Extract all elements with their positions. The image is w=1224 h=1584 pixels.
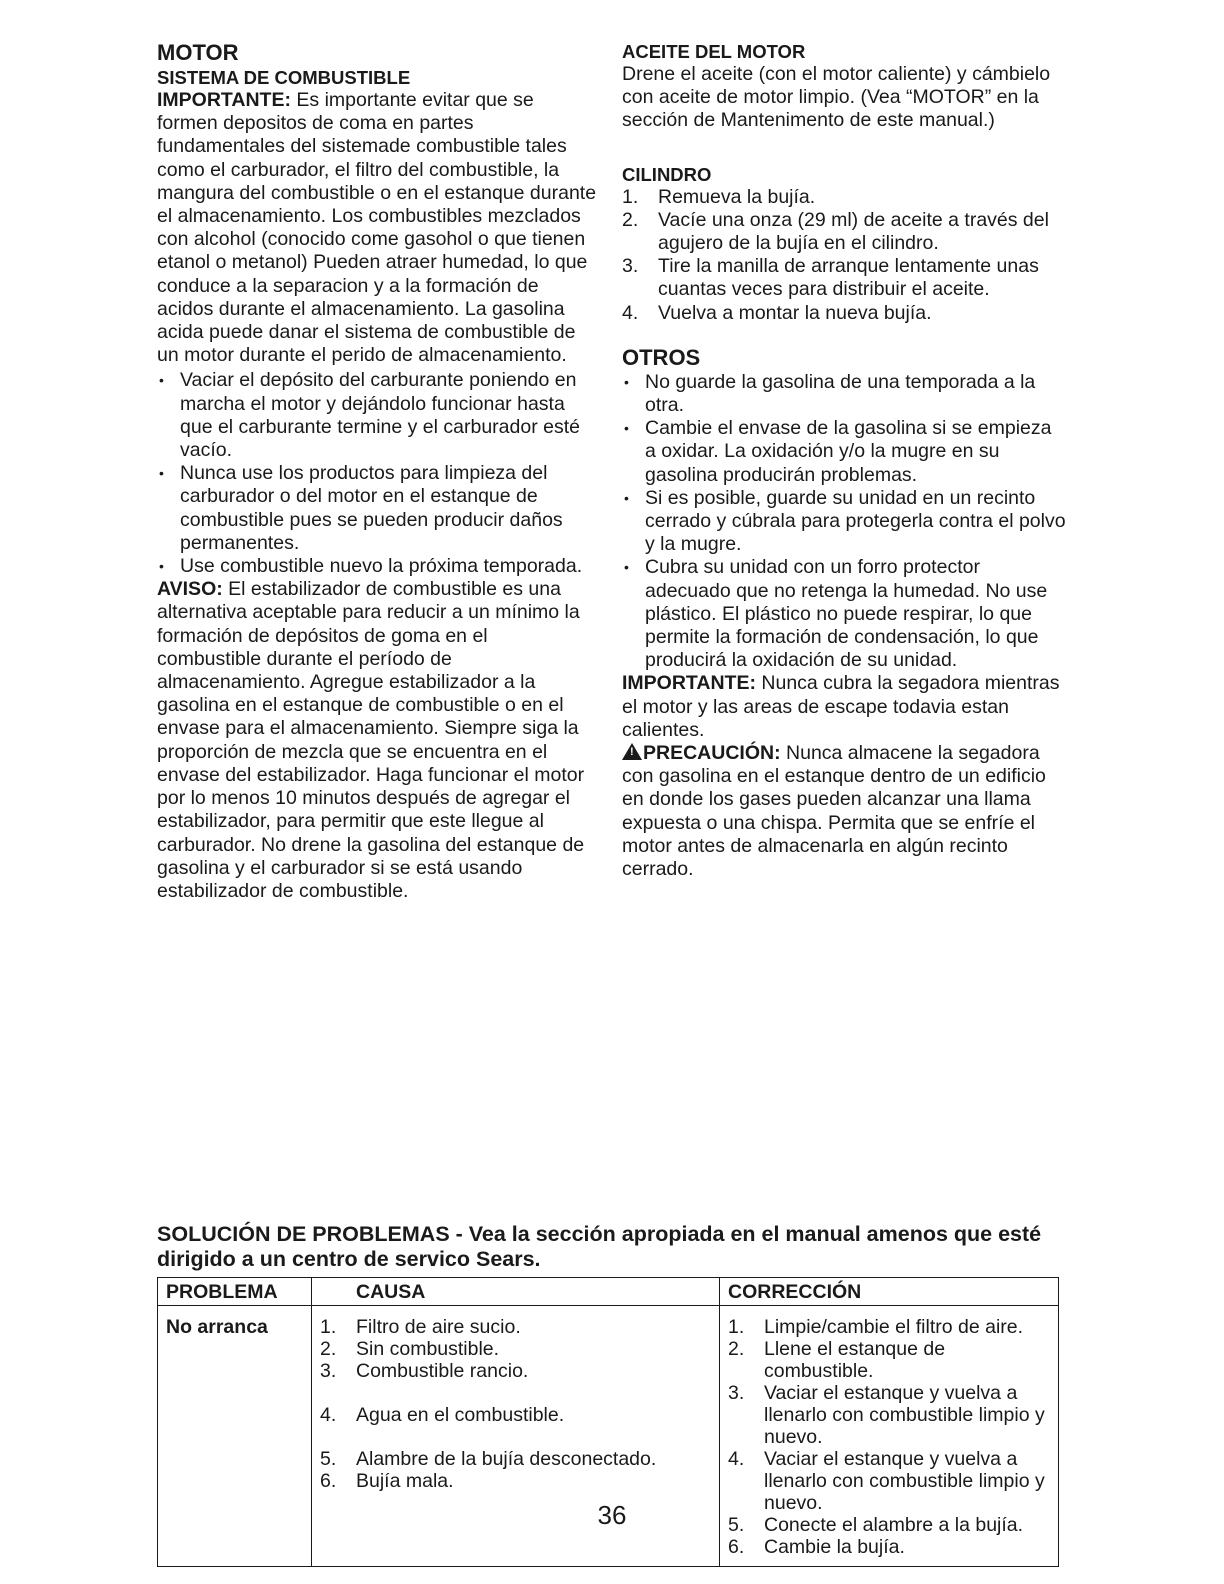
- important-paragraph: [157, 89, 597, 367]
- warning-triangle-icon: [622, 743, 642, 760]
- list-item: • Cambie el envase de la gasolina si se empieza a oxidar. La oxidación y/o la mugre en su gasolina producirán problemas.: [622, 417, 1067, 487]
- list-item: 3. Combustible rancio.: [320, 1360, 529, 1382]
- important-paragraph-right: [622, 672, 1067, 742]
- list-item: 1. Filtro de aire sucio.: [320, 1316, 521, 1338]
- engine-oil-text: Drene el aceite (con el motor caliente) y cámbielo con aceite de motor limpio. (Vea “MOTOR” en la sección de Mantenimento de este manual.): [622, 63, 1051, 132]
- cylinder-steps: [622, 186, 1067, 325]
- aviso-label: AVISO:: [157, 578, 223, 601]
- list-item: • Nunca use los productos para limpieza del carburador o del motor en el estanque de combustible pues se pueden producir daños permanentes.: [157, 462, 597, 555]
- right-column: [622, 40, 1067, 881]
- list-item: 3. Tire la manilla de arranque lentamente unas cuantas veces para distribuir el aceite.: [622, 255, 1039, 301]
- list-item: 1. Limpie/cambie el filtro de aire.: [728, 1316, 1024, 1338]
- fuel-bullet-list: [157, 369, 597, 578]
- column-header-problema: PROBLEMA: [158, 1278, 312, 1306]
- aviso-paragraph: [157, 578, 597, 903]
- subsection-title-engine-oil: ACEITE DEL MOTOR: [622, 41, 806, 62]
- list-item: 2. Vacíe una onza (29 ml) de aceite a través del agujero de la bujía en el cilindro.: [622, 208, 1049, 255]
- list-item: 6. Cambie la bujía.: [728, 1536, 905, 1558]
- list-item: 2. Sin combustible.: [320, 1338, 500, 1360]
- subsection-title-cylinder: CILINDRO: [622, 163, 712, 185]
- troubleshooting-title: SOLUCIÓN DE PROBLEMAS - Vea la sección apropiada en el manual amenos que esté dirigido a un centro de servico Sears.: [157, 1222, 1042, 1271]
- important-label: IMPORTANTE:: [157, 89, 291, 111]
- aviso-text: El estabilizador de combustible es una alternativa aceptable para reducir a un mínimo la formación de depósitos de goma en el combustible durante el período de almacenamiento. Agregue estabilizador a la gasolina en el estanque de combustible o en el envase para el almacenamiento. Siempre siga la proporción de mezcla que se encuentra en el envase del estabilizador. Haga funcionar el motor por lo menos 10 minutos después de agregar el estabilizador, para permitir que este llegue al carburador. No drene la gasolina del estanque de gasolina y el carburador si se está usando estabilizador de combustible.: [157, 578, 585, 902]
- problem-cell: No arranca: [158, 1306, 312, 1567]
- column-header-correccion: CORRECCIÓN: [720, 1278, 1059, 1306]
- section-title-otros: OTROS: [622, 344, 701, 370]
- left-column: [157, 40, 597, 903]
- list-item: 1. Remueva la bujía.: [622, 185, 816, 208]
- precaucion-text: Nunca almacene la segadora con gasolina en el estanque dentro de un edificio en donde los gases pueden alcanzar una llama expuesta o una chispa. Permita que se enfríe el motor antes de almacenarla en algún recinto cerrado.: [622, 742, 1046, 881]
- section-title-motor: MOTOR: [157, 40, 239, 65]
- important-label: IMPORTANTE:: [622, 672, 756, 695]
- list-item: 2. Llene el estanque de combustible.: [728, 1338, 946, 1382]
- otros-bullet-list: [622, 371, 1067, 673]
- table-header-row: [158, 1278, 1059, 1306]
- subsection-title-fuel-system: SISTEMA DE COMBUSTIBLE: [157, 67, 411, 88]
- list-item: • Cubra su unidad con un forro protector adecuado que no retenga la humedad. No use plástico. El plástico no puede respirar, lo que permite la formación de condensación, lo que producirá la oxidación de su unidad.: [622, 556, 1067, 672]
- page-number: 36: [597, 1500, 627, 1530]
- list-item: 4. Vaciar el estanque y vuelva a llenarlo con combustible limpio y nuevo.: [728, 1448, 1045, 1514]
- important-text: Es importante evitar que se formen depositos de coma en partes fundamentales del sistemade combustible tales como el carburador, el filtro del combustible, la mangura del combustible o en el estanque durante el almacenamiento. Los combustibles mezclados con alcohol (conocido come gasohol o que tienen etanol o metanol) Pueden atraer humedad, lo que conduce a la separacion y a la formación de acidos durante el almacenamiento. La gasolina acida puede danar el sistema de combustible de un motor durante el perido de almacenamiento.: [157, 89, 597, 367]
- important-text: Nunca cubra la segadora mientras el motor y las areas de escape todavia estan calientes.: [622, 672, 1060, 741]
- list-item: 6. Bujía mala.: [320, 1470, 454, 1492]
- list-item: 4. Vuelva a montar la nueva bujía.: [622, 301, 932, 324]
- precaucion-paragraph: [622, 742, 1067, 881]
- list-item: 4. Agua en el combustible.: [320, 1404, 565, 1426]
- list-item: • Vaciar el depósito del carburante poniendo en marcha el motor y dejándolo funcionar hasta que el carburante termine y el carburador esté vacío.: [157, 369, 597, 462]
- column-header-causa: CAUSA: [312, 1278, 720, 1306]
- list-item: • Use combustible nuevo la próxima temporada.: [157, 555, 597, 578]
- list-item: 3. Vaciar el estanque y vuelva a llenarlo con combustible limpio y nuevo.: [728, 1382, 1045, 1448]
- list-item: 5. Conecte el alambre a la bujía.: [728, 1514, 1024, 1536]
- list-item: 5. Alambre de la bujía desconectado.: [320, 1448, 657, 1470]
- list-item: • Si es posible, guarde su unidad en un recinto cerrado y cúbrala para protegerla contra el polvo y la mugre.: [622, 487, 1067, 557]
- precaucion-label: PRECAUCIÓN:: [643, 742, 781, 765]
- list-item: • No guarde la gasolina de una temporada a la otra.: [622, 371, 1067, 417]
